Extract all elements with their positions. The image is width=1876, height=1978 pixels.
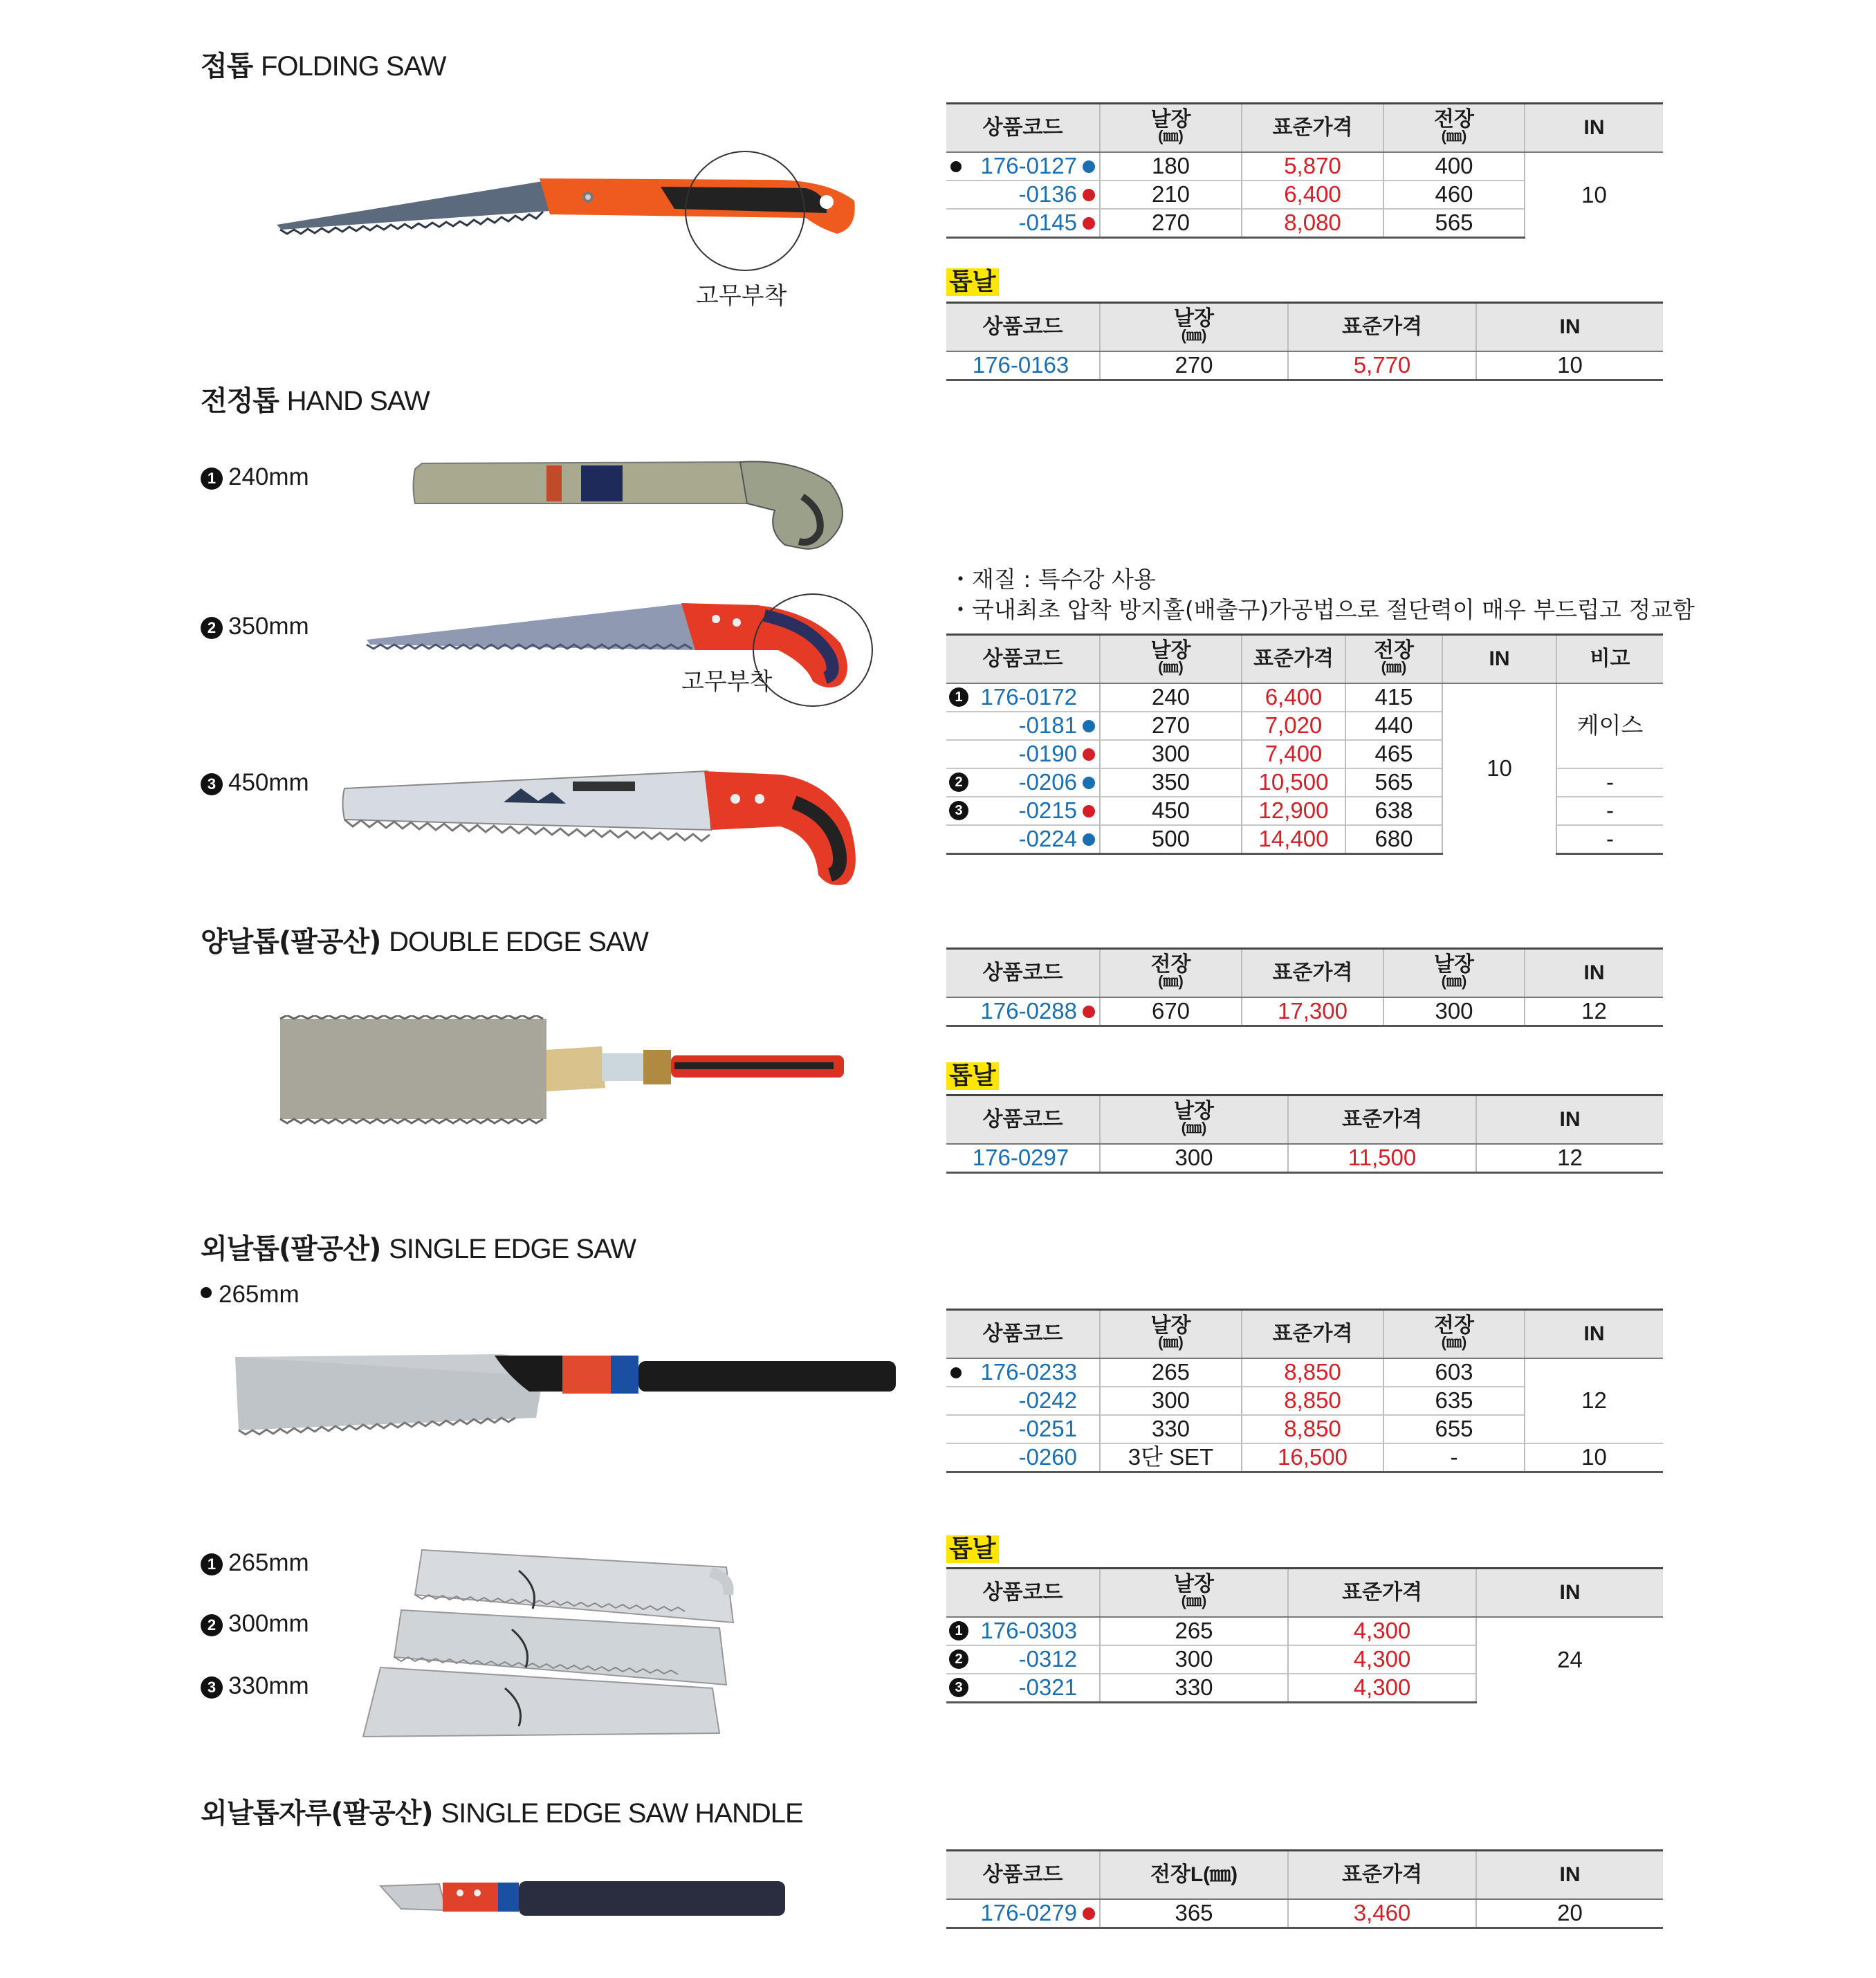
table-row: -0224 500 14,400 680 - — [946, 825, 1663, 854]
header-in: IN — [1525, 104, 1663, 152]
size-label-single: 265mm — [201, 1281, 300, 1309]
number-1-icon: 1 — [949, 687, 968, 707]
blade-tag-single: 톱날 — [946, 1535, 999, 1563]
size-label-350: 2 350mm — [201, 613, 309, 640]
hand-saw-450-image — [338, 761, 884, 899]
number-1-icon: 1 — [949, 1621, 968, 1640]
table-row: -0145 270 8,080 565 — [946, 209, 1663, 238]
bullet-icon — [950, 1367, 962, 1378]
table-row: 176-0127 180 5,870 400 10 — [946, 152, 1663, 181]
number-3-icon: 3 — [949, 801, 968, 820]
hand-saw-240-image — [408, 448, 858, 573]
table-row: -0251 330 8,850 655 — [946, 1415, 1663, 1443]
single-blade-table: 상품코드 날장 (㎜) 표준가격 IN 1 176-0303 265 4,300 24 2 -0312 300 4,300 3 -0321 330 4,300 — [946, 1567, 1663, 1703]
table-row: -0136 210 6,400 460 — [946, 181, 1663, 209]
section-title-double-edge-saw: 양날톱(팔공산) DOUBLE EDGE SAW — [201, 926, 648, 958]
blade-size-300: 2 300mm — [201, 1610, 309, 1638]
header-code: 상품코드 — [946, 104, 1100, 152]
blue-dot-icon — [1083, 160, 1095, 173]
red-dot-icon — [1083, 748, 1095, 761]
note-feature: ・국내최초 압착 방지홀(배출구)가공법으로 절단력이 매우 부드럽고 정교함 — [949, 596, 1695, 623]
table-row: 1 176-0303 265 4,300 24 — [946, 1617, 1663, 1645]
number-2-icon: 2 — [949, 773, 968, 792]
table-row: 3 -0215 450 12,900 638 - — [946, 797, 1663, 825]
double-blade-table: 상품코드 날장 (㎜) 표준가격 IN 176-0297 300 11,500 12 — [946, 1094, 1663, 1174]
blade-size-330: 3 330mm — [201, 1672, 309, 1700]
blue-dot-icon — [1083, 777, 1095, 789]
red-dot-icon — [1083, 217, 1095, 230]
header-blade: 날장 (㎜) — [1100, 104, 1242, 152]
double-edge-saw-table: 상품코드 전장 (㎜) 표준가격 날장 (㎜) IN 176-0288 670 17,300 300 12 — [946, 948, 1663, 1027]
hand-saw-table: 상품코드 날장 (㎜) 표준가격 전장 (㎜) IN 비고 1 176-0172 240 6,400 415 10 케이스 -0181 270 7,020 440 -0190 300 7,400 465 2 -0206 350 10,500 565 - 3 -0215 450 12,900 638 - -0224 500 14,400 680 - — [946, 634, 1663, 855]
number-3-icon: 3 — [949, 1678, 968, 1697]
rubber-grip-label-folding: 고무부착 — [696, 282, 787, 310]
red-dot-icon — [1083, 1907, 1095, 1920]
folding-blade-table: 상품코드 날장 (㎜) 표준가격 IN 176-0163 270 5,770 10 — [946, 302, 1663, 381]
table-row: 2 -0206 350 10,500 565 - — [946, 768, 1663, 797]
red-dot-icon — [1083, 189, 1095, 201]
size-label-450: 3 450mm — [201, 769, 309, 797]
bullet-icon — [201, 1287, 212, 1298]
in-cell: 10 — [1525, 152, 1663, 238]
rubber-grip-highlight — [685, 151, 805, 271]
section-title-single-edge-saw: 외날톱(팔공산) SINGLE EDGE SAW — [201, 1233, 636, 1265]
bullet-icon — [950, 161, 962, 172]
case-note: 케이스 — [1556, 683, 1663, 768]
rubber-grip-label-hand: 고무부착 — [681, 668, 773, 696]
header-length: 전장 (㎜) — [1383, 104, 1525, 152]
header-price: 표준가격 — [1242, 104, 1383, 152]
table-row: 176-0288 670 17,300 300 12 — [946, 997, 1663, 1026]
table-row: 176-0279 365 3,460 20 — [946, 1899, 1663, 1928]
table-row: 176-0233 265 8,850 603 12 — [946, 1358, 1663, 1387]
table-row: 176-0163 270 5,770 10 — [946, 351, 1663, 380]
single-edge-blades-image — [360, 1546, 747, 1740]
blade-size-265: 1 265mm — [201, 1549, 309, 1577]
table-row: -0260 3단 SET 16,500 - 10 — [946, 1443, 1663, 1472]
saw-handle-image — [377, 1876, 792, 1924]
section-title-folding-saw: 접톱 FOLDING SAW — [201, 50, 446, 82]
blue-dot-icon — [1083, 833, 1095, 846]
folding-saw-table — [946, 102, 1663, 239]
size-label-240: 1 240mm — [201, 463, 309, 491]
number-2-icon: 2 — [949, 1649, 968, 1669]
single-edge-saw-table: 상품코드 날장 (㎜) 표준가격 전장 (㎜) IN 176-0233 265 8,850 603 12 -0242 300 8,850 635 -0251 330 8,850 655 -0260 3단 SET 16,500 - 10 — [946, 1309, 1663, 1473]
table-row: 3 -0321 330 4,300 — [946, 1674, 1663, 1703]
table-row: 176-0297 300 11,500 12 — [946, 1144, 1663, 1173]
table-row: -0190 300 7,400 465 — [946, 740, 1663, 768]
blade-tag-folding: 톱날 — [946, 268, 999, 296]
red-dot-icon — [1083, 805, 1095, 817]
note-material: ・재질 : 특수강 사용 — [949, 566, 1156, 593]
blue-dot-icon — [1083, 720, 1095, 732]
double-edge-saw-image — [277, 1015, 851, 1126]
saw-handle-table: 상품코드 전장L(㎜) 표준가격 IN 176-0279 365 3,460 20 — [946, 1849, 1663, 1929]
table-row: -0181 270 7,020 440 — [946, 712, 1663, 740]
table-row: -0242 300 8,850 635 — [946, 1387, 1663, 1415]
single-edge-saw-image — [232, 1349, 903, 1439]
table-row: 2 -0312 300 4,300 — [946, 1645, 1663, 1674]
section-title-saw-handle: 외날톱자루(팔공산) SINGLE EDGE SAW HANDLE — [201, 1797, 803, 1829]
section-title-hand-saw: 전정톱 HAND SAW — [201, 385, 430, 417]
blade-tag-double: 톱날 — [946, 1062, 999, 1090]
table-row: 1 176-0172 240 6,400 415 10 케이스 — [946, 683, 1663, 712]
hand-saw-notes — [949, 564, 1695, 625]
red-dot-icon — [1083, 1006, 1095, 1018]
